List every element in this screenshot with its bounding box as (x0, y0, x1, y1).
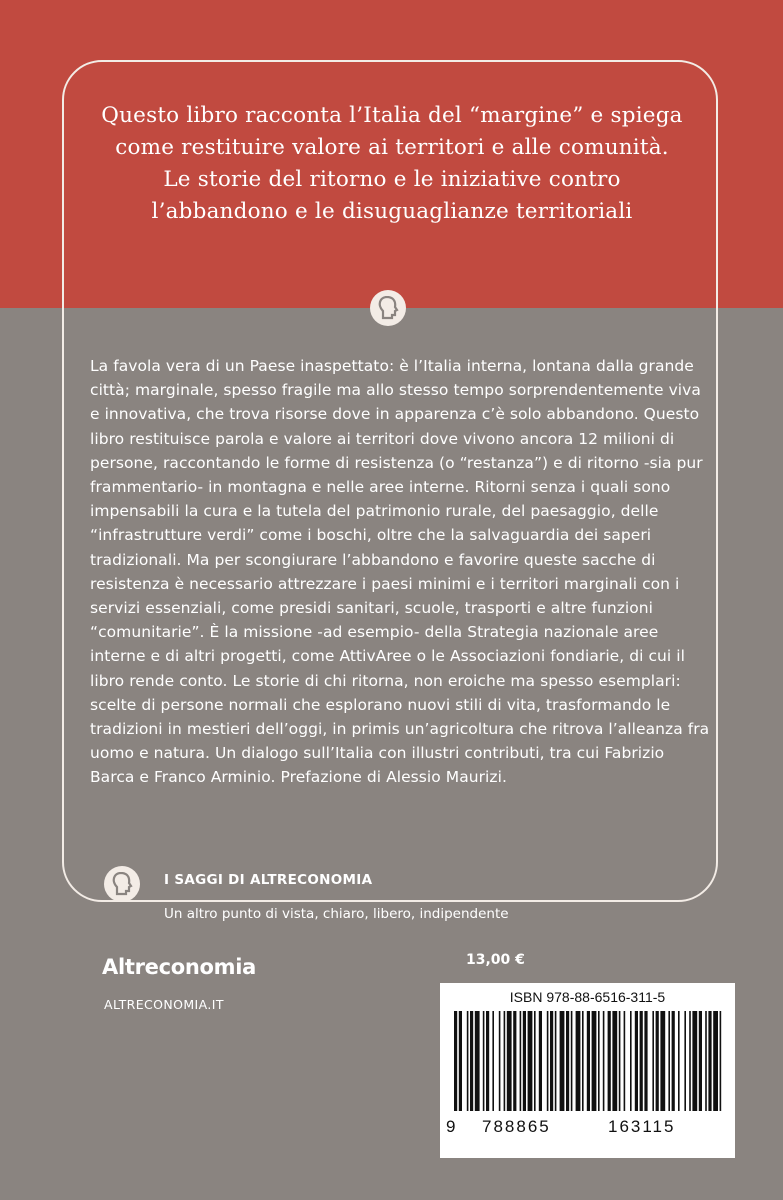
cover-tagline: Questo libro racconta l’Italia del “margine” e spiega come restituire valore ai territori e alle comunità. Le storie del ritorno e le iniziative contro l’abbandono e le disuguaglianze territoriali (101, 103, 683, 224)
head-profile-icon (104, 866, 140, 902)
barcode-digit-prefix: 9 (446, 1117, 458, 1136)
series-title: I SAGGI DI ALTRECONOMIA (164, 872, 373, 888)
series-subtitle: Un altro punto di vista, chiaro, libero, indipendente (164, 906, 509, 922)
back-cover-blurb: La favola vera di un Paese inaspettato: è l’Italia interna, lontana dalla grande città; marginale, spesso fragile ma allo stesso tempo sorprendentemente viva e innovativa, che trova risorse dove in apparenza c’è solo abbandono. Questo libro restituisce parola e valore ai territori dove vivono ancora 12 milioni di persone, raccontando le forme di resistenza (o “restanza”) e di ritorno -sia pur frammentario- in montagna e nelle aree interne. Ritorni senza i quali sono impensabili la cura e la tutela del patrimonio rurale, del paesaggio, delle “infrastrutture verdi” come i boschi, oltre che la salvaguardia dei saperi tradizionali. Ma per scongiurare l’abbandono e favorire queste sacche di resistenza è necessario attrezzare i paesi minimi e i territori marginali con i servizi essenziali, come presidi sanitari, scuole, trasporti e altre funzioni “comunitarie”. È la missione -ad esempio- della Strategia nazionale aree interne e di altri progetti, come AttivAree o le Associazioni fondiarie, di cui il libro rende conto. Le storie di chi ritorna, non eroiche ma spesso esemplari: scelte di persone normali che esplorano nuovi stili di vita, trasformando le tradizioni in mestieri dell’oggi, in primis un’agricoltura che ritrova l’alleanza fra uomo e natura. Un dialogo sull’Italia con illustri contributi, tra cui Fabrizio Barca e Franco Arminio. Prefazione di Alessio Maurizi. (90, 357, 710, 787)
head-profile-icon (370, 290, 406, 326)
price-label: 13,00 € (466, 952, 525, 968)
barcode-digits-left: 788865 (482, 1117, 551, 1136)
barcode-digits-right: 163115 (608, 1117, 676, 1136)
barcode (454, 1011, 722, 1119)
publisher-logo: Altreconomia (102, 955, 256, 979)
publisher-website: ALTRECONOMIA.IT (104, 997, 224, 1012)
barcode-panel (440, 983, 735, 1158)
isbn-label: ISBN 978-88-6516-311-5 (509, 989, 666, 1005)
